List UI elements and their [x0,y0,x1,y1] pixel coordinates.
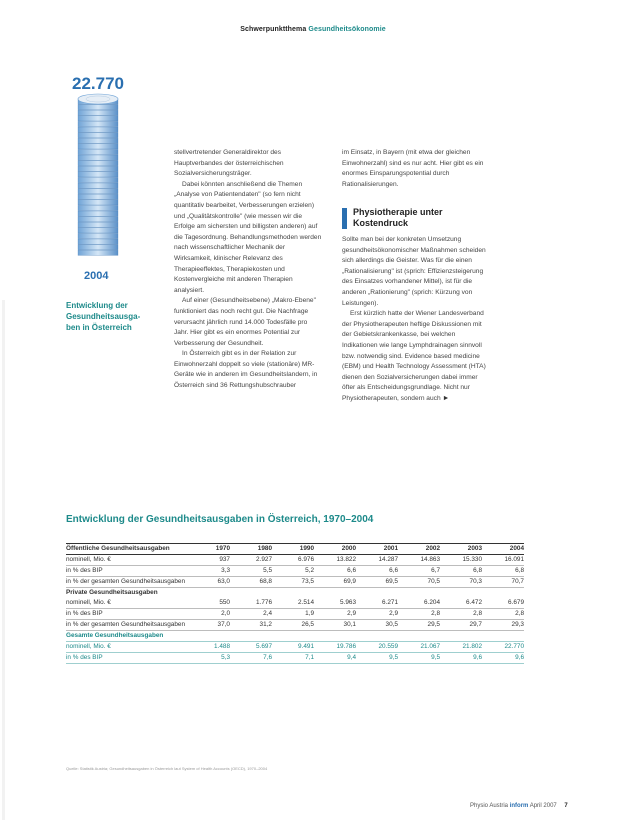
value-cell: 2.514 [298,599,314,606]
value-cell: 16.091 [504,556,524,563]
table-row [66,653,524,664]
value-cell: 2,8 [515,610,524,617]
coin [78,172,118,177]
table-row [66,566,524,577]
coin [78,222,118,227]
coin [78,205,118,210]
value-cell: 7,6 [263,654,272,661]
row-label: nominell, Mio. € [66,556,111,563]
paragraph [342,309,492,404]
coin [78,161,118,166]
paragraph: im Einsatz, in Bayern (mit etwa der gleichen Einwohnerzahl) sind es nur acht. Hier gibt es ein enormes Einsparungspotential durch Rationalisierungen. [342,149,484,188]
header-accent: Gesundheitsökonomie [308,26,386,33]
value-cell: 14.863 [420,556,440,563]
value-cell: 9.491 [298,643,314,650]
value-cell: 2.927 [256,556,272,563]
value-cell: 70,5 [427,578,440,585]
table-row [66,609,524,620]
article-column-2-top [342,148,492,190]
coin [78,133,118,138]
coin [78,127,118,132]
footer-magazine: Physio Austria [470,803,509,809]
year-header-cell: 2003 [467,545,482,552]
paragraph: Sollte man bei der konkreten Umsetzung gesundheitsökonomischer Maßnahmen scheiden sich allerdings die Geister. Was für die einen „Rationalisierung" ist (sprich: Effizienzsteigerung des Einsatzes vorhandener Mittel), ist für die anderen „Rationierung" (sprich: Kürzung von Leistungen). [342,236,486,307]
coin [78,105,118,110]
sidebar-caption-line: ben in Österreich [66,323,132,332]
value-cell: 22.770 [504,643,524,650]
header-topic: Schwerpunktthema [240,26,307,33]
value-cell: 5,5 [263,567,272,574]
value-cell: 29,7 [469,621,482,628]
value-cell: 1,9 [305,610,314,617]
paragraph: Dabei könnten anschließend die Themen „Analyse von Patientendaten" (so fern nicht quantitativ bearbeitet, Verbesserungen erzielen) und „Qualitätskontrolle" (wie messen wir die Erfolge am sichersten und billigsten anderen) auf die Tagesordnung. Behandlungsmethoden werden nach wissenschaftlicher Mechanik der Wirksamkeit, klinischer Relevanz des Therapieeffektes, Therapiekosten und Kostenvergleiche mit anderen Therapien analysiert. [174,180,322,294]
coin [78,228,118,233]
row-label: nominell, Mio. € [66,599,111,606]
table-row [66,642,524,653]
value-cell: 2,8 [431,610,440,617]
row-label: Private Gesundheitsausgaben [66,589,158,596]
value-cell: 68,8 [259,578,272,585]
sidebar-caption [66,300,158,333]
value-cell: 6.679 [508,599,524,606]
value-cell: 5.963 [340,599,356,606]
value-cell: 550 [219,599,230,606]
coin [78,155,118,160]
value-cell: 13.822 [336,556,356,563]
coin [78,116,118,121]
value-cell: 6.204 [424,599,440,606]
year-header-cell: 1970 [215,545,230,552]
sidebar-year: 2004 [84,270,109,282]
row-label: in % der gesamten Gesundheitsausgaben [66,578,186,585]
expenditure-table [66,543,524,664]
table-row [66,577,524,588]
value-cell: 30,5 [385,621,398,628]
value-cell: 9,4 [347,654,356,661]
page-number: 7 [564,803,568,809]
year-header-cell: 1990 [299,545,314,552]
value-cell: 2,9 [389,610,398,617]
coin-stack-illustration [76,93,120,268]
value-cell: 63,0 [217,578,230,585]
value-cell: 5,3 [221,654,230,661]
value-cell: 14.287 [378,556,398,563]
row-label: in % des BIP [66,610,103,617]
sidebar-caption-line: Entwicklung der [66,301,128,310]
year-header-cell: 2002 [425,545,440,552]
coin [78,211,118,216]
row-label: nominell, Mio. € [66,643,111,650]
row-label: in % der gesamten Gesundheitsausgaben [66,621,186,628]
footer-issue: April 2007 [529,803,557,809]
coin [78,138,118,143]
value-cell: 20.559 [378,643,398,650]
coin [78,233,118,238]
table-row [66,631,524,642]
value-cell: 9,6 [473,654,482,661]
value-cell: 15.330 [462,556,482,563]
value-cell: 1.488 [214,643,230,650]
coin [78,177,118,182]
continue-arrow-icon: ► [442,394,450,402]
value-cell: 2,0 [221,610,230,617]
table-header-years [188,544,524,554]
table-footnote: Quelle: Statistik Austria; Gesundheitsausgaben in Österreich laut System of Health Accounts (OECD), 1970–2004 [66,766,268,771]
page-edge-shadow [2,300,5,820]
value-cell: 69,5 [385,578,398,585]
value-cell: 1.776 [256,599,272,606]
coin [78,121,118,126]
value-cell: 2,8 [473,610,482,617]
coin [78,144,118,149]
table-body [66,555,524,664]
value-cell: 3,3 [221,567,230,574]
value-cell: 5.697 [256,643,272,650]
coin [78,149,118,154]
value-cell: 70,7 [511,578,524,585]
value-cell: 2,4 [263,610,272,617]
coin [78,189,118,194]
footer-brand: inform [509,803,529,809]
paragraph: stellvertretender Generaldirektor des Hauptverbandes der österreichischen Sozialversicherungsträger. [174,149,284,178]
value-cell: 6,7 [431,567,440,574]
value-cell: 2,9 [347,610,356,617]
value-cell: 6,8 [515,567,524,574]
table-header-row [66,543,524,555]
year-header-cell: 2004 [509,545,524,552]
value-cell: 70,3 [469,578,482,585]
page-header [0,26,626,33]
value-cell: 30,1 [343,621,356,628]
year-header-cell: 2001 [383,545,398,552]
subheading: Physiotherapie unter Kostendruck [353,207,443,228]
value-cell: 6,6 [347,567,356,574]
value-cell: 6,8 [473,567,482,574]
paragraph-text: Erst kürzlich hatte der Wiener Landesverband der Physiotherapeuten heftige Diskussionen mit der Gebietskrankenkasse, bei welchen Indikationen wie lange Lymphdrainagen sinnvoll bzw. notwendig sind. Evidence based medicine (EBM) und Health Technology Assessment (HTA) dienen den Sozialversicherungen dabei immer öfter als Entscheidungsgrundlage. Nicht nur Physiotherapeuten, sondern auch [342,310,486,402]
coin [78,250,118,255]
table-row [66,598,524,609]
value-cell: 6.271 [382,599,398,606]
table-row [66,588,524,598]
value-cell: 937 [219,556,230,563]
year-header-cell: 1980 [257,545,272,552]
paragraph: In Österreich gibt es in der Relation zur Einwohnerzahl doppelt so viele (stationäre) MR-Geräte wie in anderen im Gesundheitslandern, in Österreich sind 36 Rettungshubschrauber [174,350,318,390]
article-column-1 [174,148,322,392]
coin [78,110,118,115]
paragraph: Auf einer (Gesundheitsebene) „Makro-Ebene" funktioniert das noch recht gut. Die Nachfrage verursacht jährlich rund 14.000 Todesfälle pro Jahr. Hier gibt es ein enormes Potential zur Verbesserung der Gesundheit. [174,297,316,347]
row-label: Gesamte Gesundheitsausgaben [66,632,164,639]
value-cell: 37,0 [217,621,230,628]
table-header-label: Öffentliche Gesundheitsausgaben [66,545,170,552]
value-cell: 73,5 [301,578,314,585]
value-cell: 7,1 [305,654,314,661]
table-row [66,555,524,566]
value-cell: 6.472 [466,599,482,606]
coin [78,200,118,205]
coin [78,239,118,244]
sidebar-big-number: 22.770 [72,74,124,93]
coin [78,245,118,250]
coin [78,183,118,188]
coin [78,217,118,222]
value-cell: 29,5 [427,621,440,628]
value-cell: 31,2 [259,621,272,628]
value-cell: 21.067 [420,643,440,650]
table-row [66,620,524,631]
year-header-cell: 2000 [341,545,356,552]
sidebar-caption-line: Gesundheitsausga- [66,312,141,321]
value-cell: 69,9 [343,578,356,585]
value-cell: 9,5 [389,654,398,661]
row-label: in % des BIP [66,567,103,574]
coin [78,166,118,171]
value-cell: 9,5 [431,654,440,661]
page-footer [470,803,568,809]
value-cell: 21.802 [462,643,482,650]
value-cell: 26,5 [301,621,314,628]
value-cell: 9,6 [515,654,524,661]
subheading-accent-bar [342,208,347,229]
value-cell: 29,3 [511,621,524,628]
coin [78,194,118,199]
article-column-2 [342,235,492,405]
subheading-block [342,207,492,229]
value-cell: 19.786 [336,643,356,650]
value-cell: 5,2 [305,567,314,574]
value-cell: 6,6 [389,567,398,574]
table-title: Entwicklung der Gesundheitsausgaben in Österreich, 1970–2004 [66,514,374,525]
row-label: in % des BIP [66,654,103,661]
value-cell: 6.976 [298,556,314,563]
